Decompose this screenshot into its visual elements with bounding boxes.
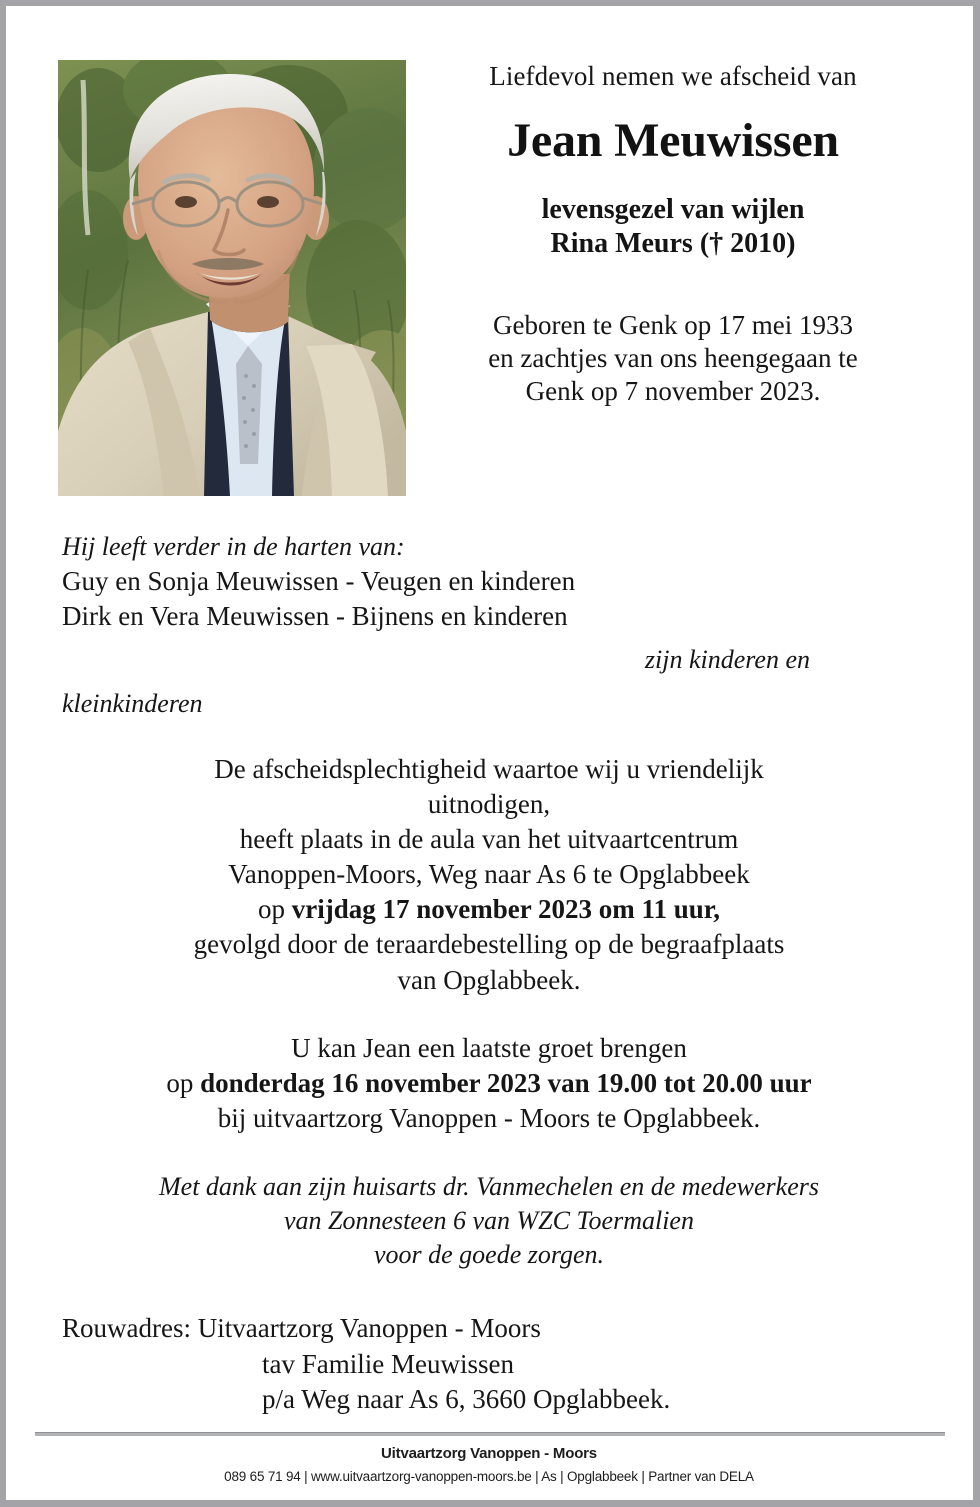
ceremony-line-4: Vanoppen-Moors, Weg naar As 6 te Opglabbeek xyxy=(228,859,750,890)
ceremony-line-3: heeft plaats in de aula van het uitvaartcentrum xyxy=(239,824,739,855)
mourning-address-block xyxy=(62,1311,932,1418)
family-intro: Hij leeft verder in de harten van: xyxy=(62,532,405,561)
family-note-right: zijn kinderen en xyxy=(644,645,810,675)
card-inner xyxy=(6,6,973,1500)
funeral-home-name: Uitvaartzorg Vanoppen - Moors xyxy=(381,1445,597,1462)
family-note-left: kleinkinderen xyxy=(62,688,203,718)
visitation-line-3: bij uitvaartzorg Vanoppen - Moors te Opglabbeek. xyxy=(217,1103,761,1134)
partner-block xyxy=(418,193,928,261)
ceremony-datetime-line xyxy=(46,892,932,927)
lead-line: Liefdevol nemen we afscheid van xyxy=(489,61,857,91)
birth-line: Geboren te Genk op 17 mei 1933 xyxy=(493,310,853,341)
visitation-line-1: U kan Jean een laatste groet brengen xyxy=(291,1033,687,1063)
footer-divider xyxy=(35,1432,945,1436)
address-line-3: p/a Weg naar As 6, 3660 Opglabbeek. xyxy=(262,1384,671,1415)
visitation-datetime-bold: donderdag 16 november 2023 van 19.00 tot 20.00 uur xyxy=(200,1068,812,1099)
funeral-home-contact: 089 65 71 94 | www.uitvaartzorg-vanoppen-moors.be | As | Opglabbeek | Partner van DELA xyxy=(224,1468,754,1484)
ceremony-datetime-bold: vrijdag 17 november 2023 om 11 uur, xyxy=(291,894,721,925)
visitation-datetime-line xyxy=(46,1066,932,1101)
thanks-line-2: van Zonnesteen 6 van WZC Toermalien xyxy=(284,1205,694,1235)
visitation-datetime-prefix: op xyxy=(166,1068,201,1099)
family-line-2: Dirk en Vera Meuwissen - Bijnens en kinderen xyxy=(62,601,568,632)
ceremony-paragraph xyxy=(46,752,932,998)
ceremony-line-6: gevolgd door de teraardebestelling op de begraafplaats xyxy=(193,929,785,960)
death-line-1: en zachtjes van ons heengegaan te xyxy=(488,343,858,374)
partner-line-1: levensgezel van wijlen xyxy=(541,193,805,225)
visitation-paragraph xyxy=(46,1031,932,1136)
address-line-2: tav Familie Meuwissen xyxy=(262,1348,514,1379)
thanks-line-1: Met dank aan zijn huisarts dr. Vanmechelen en de medewerkers xyxy=(159,1172,819,1201)
ceremony-datetime-prefix: op xyxy=(257,894,292,925)
dates-block xyxy=(418,309,928,408)
deceased-name: Jean Meuwissen xyxy=(507,114,839,168)
ceremony-line-2: uitnodigen, xyxy=(427,789,551,820)
family-line-1: Guy en Sonja Meuwissen - Veugen en kinderen xyxy=(62,565,576,596)
family-block xyxy=(62,530,932,721)
portrait-photo-illustration xyxy=(58,60,406,496)
partner-line-2: Rina Meurs († 2010) xyxy=(550,227,796,259)
portrait-photo xyxy=(58,60,406,496)
thanks-paragraph xyxy=(46,1170,932,1271)
thanks-line-3: voor de goede zorgen. xyxy=(373,1239,605,1269)
header-block xyxy=(418,60,928,408)
death-line-2: Genk op 7 november 2023. xyxy=(525,375,821,406)
address-line-1: Rouwadres: Uitvaartzorg Vanoppen - Moors xyxy=(62,1313,541,1343)
footer-block xyxy=(46,1443,932,1487)
ceremony-line-7: van Opglabbeek. xyxy=(397,964,581,995)
ceremony-line-1: De afscheidsplechtigheid waartoe wij u vriendelijk xyxy=(214,754,764,784)
